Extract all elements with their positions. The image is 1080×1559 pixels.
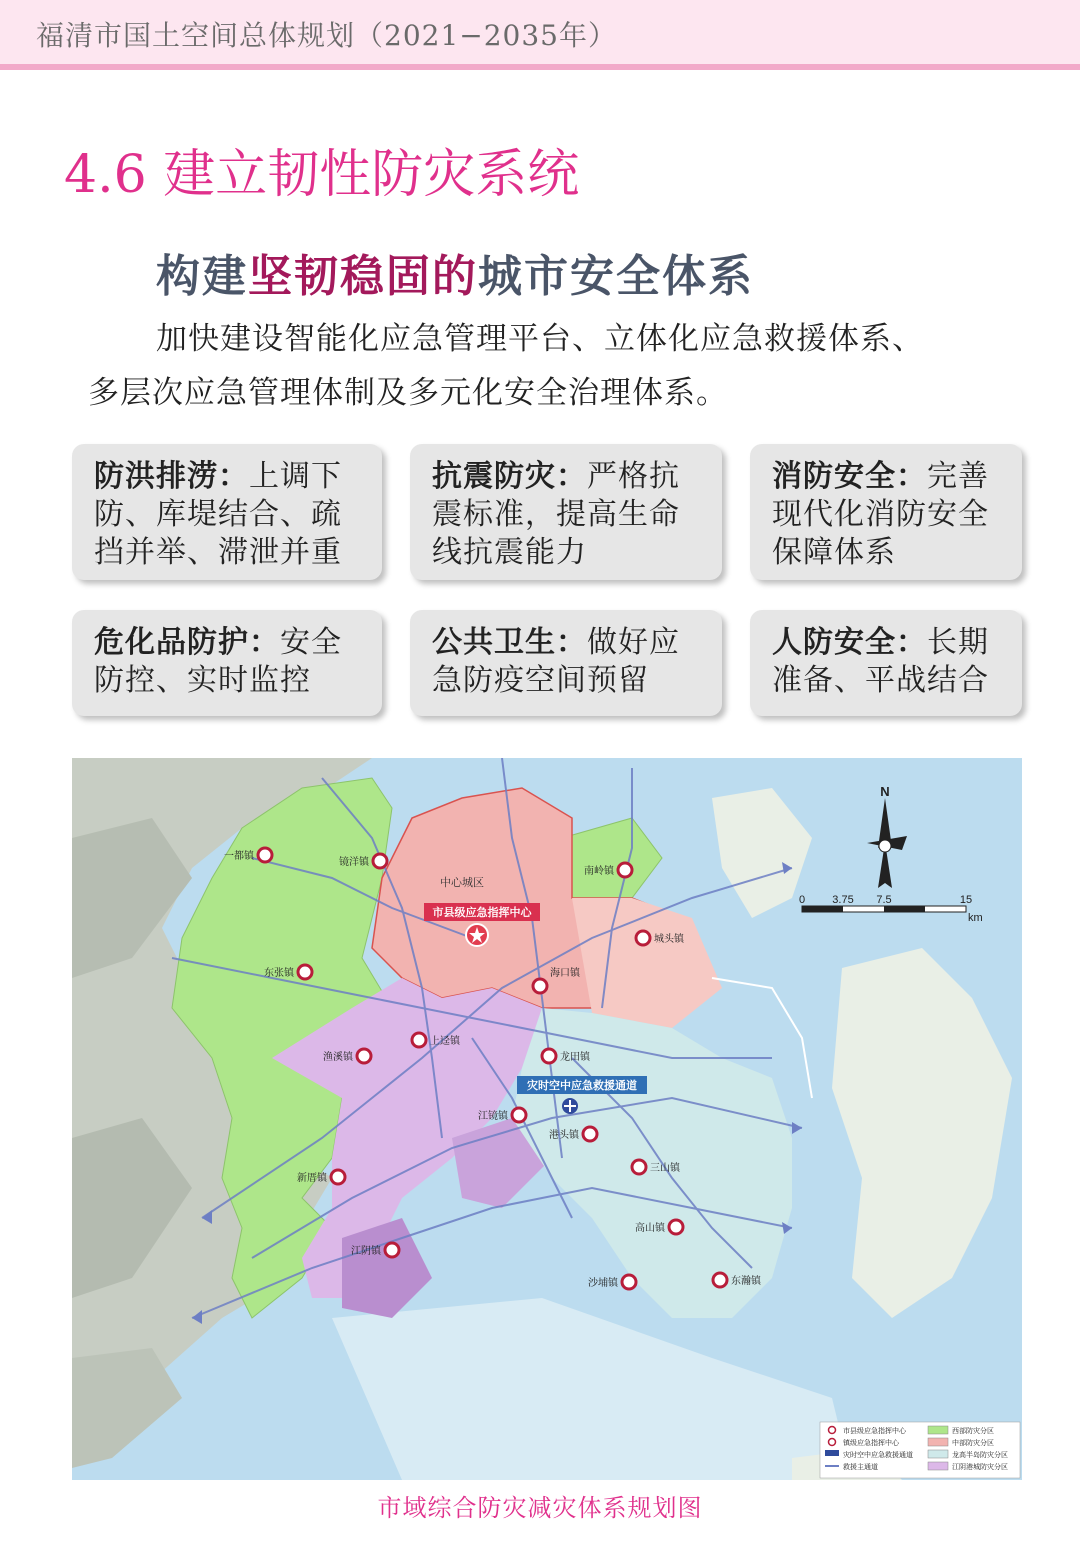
town-label: 江镜镇 [478, 1111, 508, 1122]
legend-label: 救援主通道 [843, 1464, 878, 1471]
intro-line-1: 加快建设智能化应急管理平台、立体化应急救援体系、 [156, 321, 924, 357]
svg-text:km: km [968, 912, 983, 924]
intro-paragraph [88, 312, 1048, 420]
legend-swatch [825, 1450, 839, 1456]
legend-swatch [928, 1438, 948, 1446]
town-marker [549, 1127, 597, 1141]
town-marker [478, 1108, 526, 1122]
town-label: 上迳镇 [430, 1036, 460, 1047]
svg-text:7.5: 7.5 [876, 894, 892, 906]
town-label: 江阴镇 [351, 1246, 381, 1257]
town-marker [588, 1275, 636, 1289]
town-marker [636, 931, 685, 945]
sub-heading [156, 240, 754, 304]
town-marker [297, 1170, 345, 1184]
legend-label: 龙高半岛防灾分区 [952, 1452, 1008, 1459]
town-label: 城头镇 [654, 934, 684, 945]
legend-label: 镇级应急指挥中心 [843, 1440, 899, 1447]
town-marker [635, 1220, 683, 1234]
air-channel-label: 灾时空中应急救援通道 [527, 1080, 637, 1092]
town-label: 龙田镇 [560, 1052, 590, 1063]
town-label: 新厝镇 [297, 1173, 327, 1184]
town-label: 镜洋镇 [339, 857, 369, 868]
legend-swatch [829, 1439, 836, 1446]
town-marker [542, 1049, 591, 1063]
legend-swatch [928, 1462, 948, 1470]
legend-swatch [928, 1426, 948, 1434]
card-public-health: 公共卫生：做好应 急防疫空间预留 [410, 610, 722, 716]
town-label: 南岭镇 [584, 866, 614, 877]
svg-text:15: 15 [959, 894, 973, 906]
town-marker [632, 1160, 681, 1174]
legend-label: 中部防灾分区 [952, 1440, 994, 1447]
disaster-prevention-map [72, 758, 1022, 1480]
town-label: 一都镇 [224, 851, 254, 862]
town-label: 沙埔镇 [588, 1278, 618, 1289]
compass-label: N [880, 784, 890, 799]
town-label: 渔溪镇 [323, 1052, 353, 1063]
card-flood-control: 防洪排涝：上调下 防、库堤结合、疏 挡并举、滞泄并重 [72, 444, 382, 580]
intro-line-2: 多层次应急管理体制及多元化安全治理体系。 [88, 375, 728, 411]
legend-label: 江阴港城防灾分区 [952, 1464, 1008, 1471]
town-marker [412, 1033, 461, 1047]
card-civil-defense: 人防安全：长期 准备、平战结合 [750, 610, 1022, 716]
sub-heading-accent: 坚韧稳固的 [248, 251, 478, 302]
legend-label: 市县级应急指挥中心 [843, 1428, 906, 1435]
section-number: 4.6 [64, 145, 147, 205]
document-title: 福清市国土空间总体规划（2021−2035年） [36, 19, 617, 52]
town-label: 高山镇 [635, 1223, 665, 1234]
legend-label: 西部防灾分区 [952, 1428, 994, 1435]
center-area-label: 中心城区 [440, 877, 484, 889]
card-fire-safety: 消防安全：完善 现代化消防安全 保障体系 [750, 444, 1022, 580]
town-marker [713, 1273, 762, 1287]
card-hazardous-chemicals: 危化品防护：安全 防控、实时监控 [72, 610, 382, 716]
map-caption: 市域综合防灾减灾体系规划图 [377, 1494, 703, 1522]
legend-swatch [928, 1450, 948, 1458]
town-label: 三山镇 [650, 1163, 680, 1174]
command-center-label: 市县级应急指挥中心 [432, 907, 532, 919]
legend-label: 灾时空中应急救援通道 [843, 1452, 913, 1459]
card-earthquake: 抗震防灾：严格抗 震标准，提高生命 线抗震能力 [410, 444, 722, 580]
sub-heading-part1: 构建 [156, 251, 248, 302]
map-legend [820, 1422, 1020, 1478]
section-title [64, 132, 579, 207]
legend-swatch [829, 1427, 836, 1434]
town-label: 海口镇 [550, 968, 580, 979]
legend-swatch [825, 1465, 839, 1467]
town-marker [351, 1243, 399, 1257]
town-marker [264, 965, 312, 979]
sub-heading-part2: 城市安全体系 [478, 251, 754, 302]
town-label: 港头镇 [549, 1130, 579, 1141]
town-label: 东瀚镇 [731, 1276, 761, 1287]
town-marker [584, 863, 632, 877]
town-marker [339, 854, 387, 868]
section-heading: 建立韧性防灾系统 [163, 145, 580, 205]
svg-text:0: 0 [798, 894, 806, 906]
svg-text:3.75: 3.75 [832, 894, 854, 906]
town-marker [224, 848, 272, 862]
town-label: 东张镇 [264, 968, 294, 979]
header-divider [0, 64, 1080, 70]
town-marker [323, 1049, 371, 1063]
